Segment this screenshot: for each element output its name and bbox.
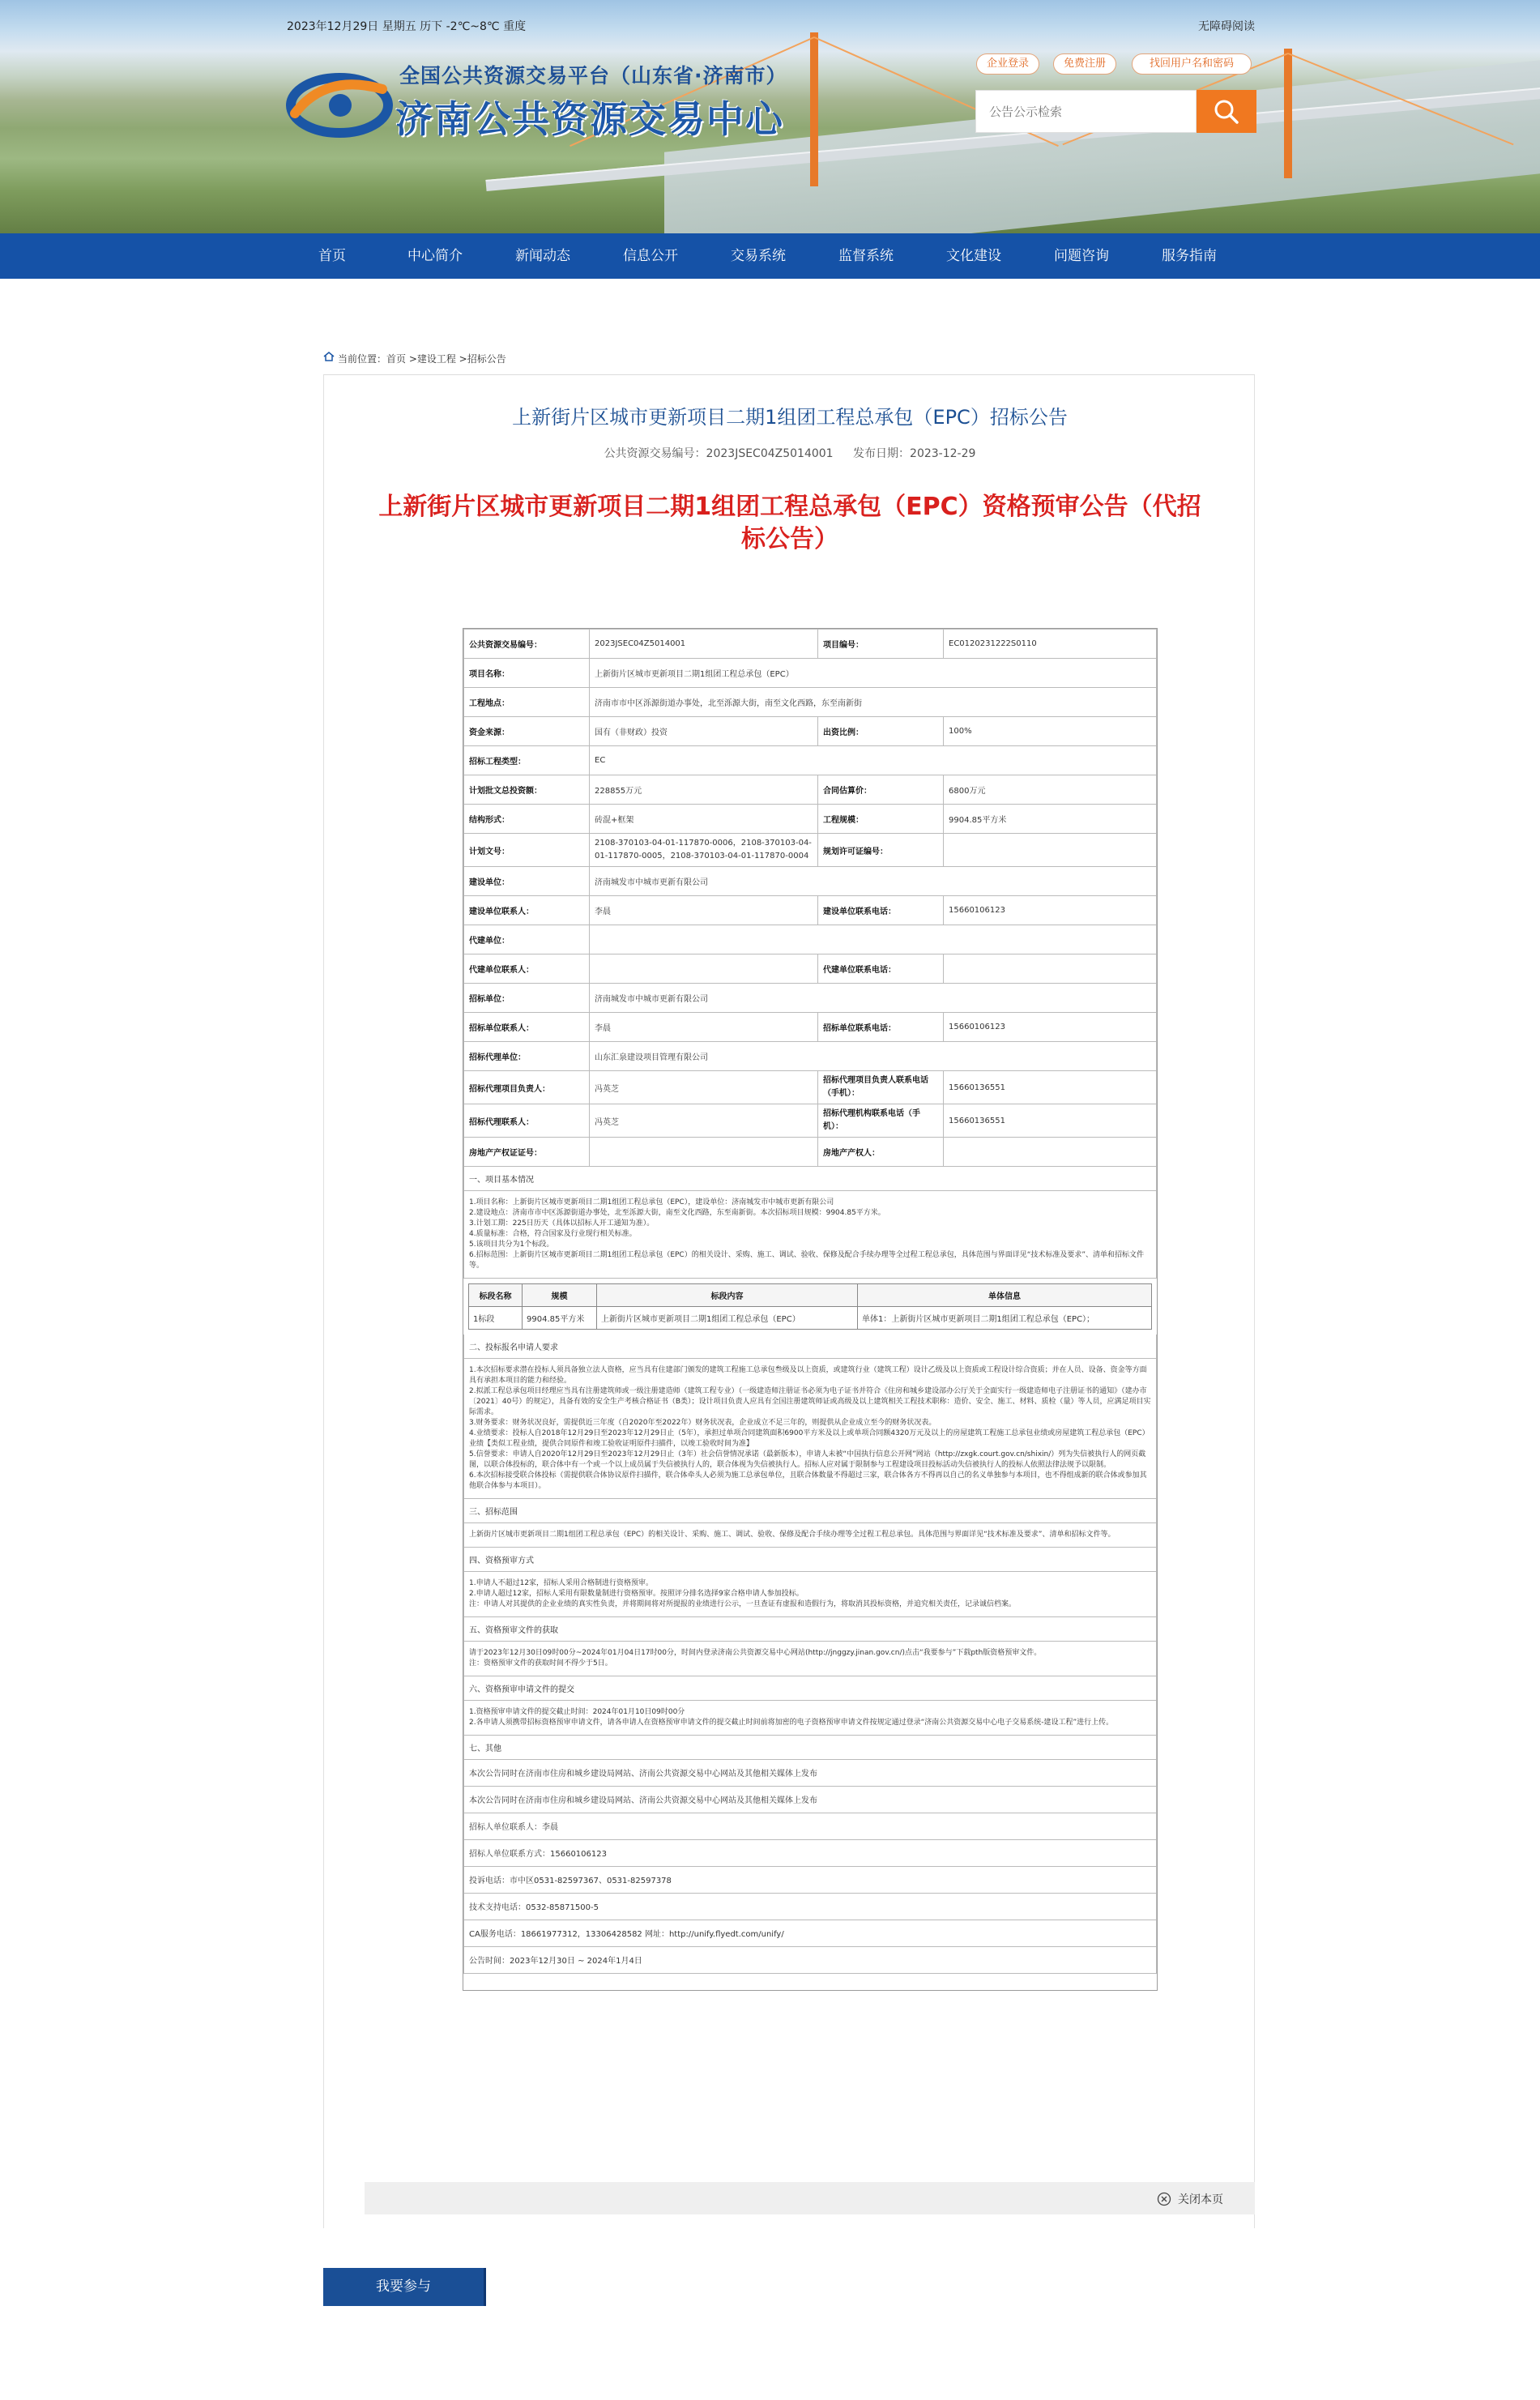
cell-label: 招标代理项目负责人： xyxy=(464,1071,590,1104)
cell-value: EC xyxy=(590,746,1157,775)
cell-label: 工程地点： xyxy=(464,688,590,717)
table-row xyxy=(464,1104,1157,1138)
cell-label: 房地产产权人： xyxy=(818,1138,944,1167)
close-page-button[interactable] xyxy=(1157,2191,1223,2207)
section-line: 公告时间：2023年12月30日 ~ 2024年1月4日 xyxy=(463,1947,1157,1974)
section-body xyxy=(463,1572,1157,1617)
section-line: 本次公告同时在济南市住房和城乡建设局网站、济南公共资源交易中心网站及其他相关媒体上发布 xyxy=(463,1787,1157,1813)
cell-value: 15660106123 xyxy=(944,1013,1157,1042)
top-info-bar xyxy=(0,0,1540,39)
nav-culture[interactable]: 文化建设 xyxy=(946,248,1001,264)
cell-label: 建设单位联系人： xyxy=(464,896,590,925)
cell-value: 2023JSEC04Z5014001 xyxy=(590,630,818,659)
cell-value: 6800万元 xyxy=(944,775,1157,805)
cell-label: 招标单位联系人： xyxy=(464,1013,590,1042)
table-row xyxy=(469,1284,1152,1307)
section-line: 3.计划工期：225日历天（具体以招标人开工通知为准）。 xyxy=(469,1219,655,1228)
cell-label: 计划文号： xyxy=(464,834,590,867)
table-row xyxy=(464,1042,1157,1071)
cell-value: EC0120231222S0110 xyxy=(944,630,1157,659)
section-line: 2.申请人超过12家，招标人采用有限数量制进行资格预审。按照评分排名选择9家合格申请人参加投标。 xyxy=(469,1590,804,1598)
table-row xyxy=(464,659,1157,688)
section-body xyxy=(463,1642,1157,1676)
cell-value: 山东汇泉建设项目管理有限公司 xyxy=(590,1042,1157,1071)
section-line: 5.信誉要求：申请人自2020年12月29日至2023年12月29日止（3年）社会信誉情况承诺（最新版本），申请人未被“中国执行信息公开网”网站（http://zxgk.court.gov.cn/shixin/）列为失信被执行人的网页截图，以联合体投标的，联合体中有一个或一个以上成员属于失信被执行人的，联合体视为失信被执行人。招标人应对属于限制参与工程建设项目投标活动失信被执行人的投标人依照法律法规予以限制。 xyxy=(469,1450,1146,1469)
free-register-button[interactable]: 免费注册 xyxy=(1053,53,1116,75)
cell-value xyxy=(590,954,818,984)
cell-value: 15660136551 xyxy=(944,1104,1157,1138)
site-logo-icon xyxy=(285,65,394,143)
notice-title: 上新街片区城市更新项目二期1组团工程总承包（EPC）招标公告 xyxy=(512,406,1068,429)
cell-value: 李晨 xyxy=(590,896,818,925)
section-line: 本次公告同时在济南市住房和城乡建设局网站、济南公共资源交易中心网站及其他相关媒体上发布 xyxy=(463,1760,1157,1787)
section-line: 6.招标范围：上新街片区城市更新项目二期1组团工程总承包（EPC）的相关设计、采购、施工、调试、验收、保修及配合手续办理等全过程工程总承包，具体范围与界面详见“技术标准及要求”、清单和招标文件等。 xyxy=(469,1251,1145,1270)
table-row xyxy=(464,717,1157,746)
cell-label: 招标代理单位： xyxy=(464,1042,590,1071)
search-icon xyxy=(1213,98,1240,126)
cell-label: 代建单位联系电话： xyxy=(818,954,944,984)
cell-label: 代建单位： xyxy=(464,925,590,954)
cell-label: 合同估算价： xyxy=(818,775,944,805)
section-line: 1.项目名称：上新街片区城市更新项目二期1组团工程总承包（EPC），建设单位：济南城发市中城市更新有限公司 xyxy=(469,1198,834,1206)
cell-value: 济南城发市中城市更新有限公司 xyxy=(590,984,1157,1013)
cell-label: 资金来源： xyxy=(464,717,590,746)
section-line: 技术支持电话：0532-85871500-5 xyxy=(463,1894,1157,1920)
column-header: 标段内容 xyxy=(597,1284,858,1307)
trade-number: 公共资源交易编号：2023JSEC04Z5014001 xyxy=(604,447,834,460)
table-row xyxy=(464,896,1157,925)
search-input[interactable] xyxy=(976,91,1196,132)
nav-guide[interactable]: 服务指南 xyxy=(1162,248,1217,264)
section-heading: 六、资格预审申请文件的提交 xyxy=(463,1676,1157,1701)
table-row xyxy=(469,1307,1152,1330)
nav-supervision[interactable]: 监督系统 xyxy=(838,248,894,264)
close-icon xyxy=(1157,2192,1171,2206)
section-line: CA服务电话：18661977312，13306428582 网址：http://unify.flyedt.com/unify/ xyxy=(463,1920,1157,1947)
cell-value xyxy=(944,954,1157,984)
section-line: 2.各申请人须携带招标资格预审申请文件，请各申请人在资格预审申请文件的提交截止时间前将加密的电子资格预审申请文件按规定通过登录“济南公共资源交易中心电子交易系统-建设工程”进行上传。 xyxy=(469,1719,1114,1727)
cell-value: 冯英芝 xyxy=(590,1071,818,1104)
project-info-table xyxy=(463,629,1157,1167)
table-row xyxy=(464,688,1157,717)
nav-consult[interactable]: 问题咨询 xyxy=(1054,248,1109,264)
section-line: 2.建设地点：济南市市中区泺源街道办事处，北至泺源大街，南至文化西路，东至南新街。本次招标项目规模：9904.85平方米。 xyxy=(469,1209,885,1217)
section-heading: 五、资格预审文件的获取 xyxy=(463,1617,1157,1642)
section-line: 4.质量标准：合格，符合国家及行业现行相关标准。 xyxy=(469,1230,637,1238)
cell-value xyxy=(590,1138,818,1167)
cell-value: 砖混+框架 xyxy=(590,805,818,834)
doc-bottom-spacer xyxy=(463,1974,1157,1990)
cell-value: 1标段 xyxy=(469,1307,523,1330)
home-icon xyxy=(323,351,335,362)
section-line: 1.资格预审申请文件的提交截止时间：2024年01月10日09时00分 xyxy=(469,1708,685,1716)
site-title: 济南公共资源交易中心 xyxy=(395,97,784,141)
cell-label: 建设单位联系电话： xyxy=(818,896,944,925)
section-line: 2.拟派工程总承包项目经理应当具有注册建筑师或一级注册建造师（建筑工程专业）（一级建造师注册证书必须为电子证书并符合《住房和城乡建设部办公厅关于全面实行一级建造师电子注册证书的通知》（建办市〔2021〕40号）的规定），具备有效的安全生产考核合格证书（B类）；设计项目负责人应具有全国注册建筑师证或高级及以上建筑相关工程技术职称：造价、安全、施工、材料、质检（量）等人员，应满足项目实际需求。 xyxy=(469,1387,1151,1416)
cell-value: 上新街片区城市更新项目二期1组团工程总承包（EPC） xyxy=(590,659,1157,688)
cell-label: 公共资源交易编号： xyxy=(464,630,590,659)
section-line: 1.申请人不超过12家，招标人采用合格制进行资格预审。 xyxy=(469,1579,654,1587)
cell-value: 9904.85平方米 xyxy=(944,805,1157,834)
publish-date: 发布日期：2023-12-29 xyxy=(853,447,976,460)
table-row xyxy=(464,805,1157,834)
table-row xyxy=(464,984,1157,1013)
table-row xyxy=(464,775,1157,805)
table-row xyxy=(464,630,1157,659)
recover-account-button[interactable]: 找回用户名和密码 xyxy=(1132,53,1252,75)
section-line: 上新街片区城市更新项目二期1组团工程总承包（EPC）的相关设计、采购、施工、调试、验收、保修及配合手续办理等全过程工程总承包。具体范围与界面详见“技术标准及要求”、清单和招标文件等。 xyxy=(469,1531,1116,1539)
column-header: 单体信息 xyxy=(858,1284,1152,1307)
cell-value: 单体1：上新街片区城市更新项目二期1组团工程总承包（EPC）； xyxy=(858,1307,1152,1330)
section-line: 3.财务要求：财务状况良好，需提供近三年度（自2020年至2022年）财务状况表，企业成立不足三年的，则提供从企业成立至今的财务状况表。 xyxy=(469,1419,936,1427)
nav-about[interactable]: 中心简介 xyxy=(407,248,463,264)
cell-value xyxy=(944,834,1157,867)
cell-value: 国有（非财政）投资 xyxy=(590,717,818,746)
cell-value: 济南城发市中城市更新有限公司 xyxy=(590,867,1157,896)
section-heading: 二、投标报名申请人要求 xyxy=(463,1335,1157,1359)
table-row xyxy=(464,834,1157,867)
header-banner xyxy=(0,0,1540,233)
date-weather: 2023年12月29日 星期五 历下 -2℃~8℃ 重度 xyxy=(287,20,527,33)
section-line: 招标人单位联系方式：15660106123 xyxy=(463,1840,1157,1867)
notice-document xyxy=(463,628,1158,1991)
cell-label: 结构形式： xyxy=(464,805,590,834)
section-heading: 四、资格预审方式 xyxy=(463,1548,1157,1572)
section-body xyxy=(463,1191,1157,1279)
column-header: 规模 xyxy=(523,1284,597,1307)
cell-label: 项目名称： xyxy=(464,659,590,688)
cell-label: 项目编号： xyxy=(818,630,944,659)
cell-value: 15660106123 xyxy=(944,896,1157,925)
section-heading: 七、其他 xyxy=(463,1736,1157,1760)
table-row xyxy=(464,1071,1157,1104)
section-body xyxy=(463,1701,1157,1736)
banner-river xyxy=(664,58,1540,233)
cell-label: 招标单位联系电话： xyxy=(818,1013,944,1042)
section-line: 注：资格预审文件的获取时间不得少于5日。 xyxy=(469,1659,612,1668)
nav-disclosure[interactable]: 信息公开 xyxy=(623,248,678,264)
cell-label: 出资比例： xyxy=(818,717,944,746)
close-bar xyxy=(365,2182,1255,2214)
cell-label: 规划许可证编号： xyxy=(818,834,944,867)
cell-value: 2108-370103-04-01-117870-0006，2108-370103-04-01-117870-0005，2108-370103-04-01-117870-0004 xyxy=(590,834,818,867)
cell-label: 招标代理项目负责人联系电话（手机）： xyxy=(818,1071,944,1104)
table-row xyxy=(464,1138,1157,1167)
cell-value: 冯英芝 xyxy=(590,1104,818,1138)
cell-value: 228855万元 xyxy=(590,775,818,805)
cell-value: 李晨 xyxy=(590,1013,818,1042)
section-heading: 三、招标范围 xyxy=(463,1499,1157,1523)
section-line: 6.本次招标接受联合体投标（需提供联合体协议原件扫描件，联合体牵头人必须为施工总承包单位，且联合体数量不得超过三家，联合体各方不得再以自己的名义单独参与本项目，也不得组成新的联合体或参加其他联合体参与本项目）。 xyxy=(469,1471,1147,1490)
cell-label: 工程规模： xyxy=(818,805,944,834)
main-nav xyxy=(0,233,1540,279)
notice-meta xyxy=(324,445,1256,461)
cell-value: 济南市市中区泺源街道办事处，北至泺源大街，南至文化西路，东至南新街 xyxy=(590,688,1157,717)
cell-label: 建设单位： xyxy=(464,867,590,896)
section-body xyxy=(463,1523,1157,1548)
cell-value: 15660136551 xyxy=(944,1071,1157,1104)
cell-label: 招标工程类型： xyxy=(464,746,590,775)
section-line: 招标人单位联系人：李晨 xyxy=(463,1813,1157,1840)
section-heading: 一、项目基本情况 xyxy=(463,1167,1157,1191)
search-box xyxy=(975,90,1197,133)
column-header: 标段名称 xyxy=(469,1284,523,1307)
section-line: 投诉电话：市中区0531-82597367、0531-82597378 xyxy=(463,1867,1157,1894)
bridge-tower xyxy=(810,32,818,186)
cell-label: 招标单位： xyxy=(464,984,590,1013)
cell-label: 房地产产权证证号： xyxy=(464,1138,590,1167)
nav-trading[interactable]: 交易系统 xyxy=(731,248,786,264)
table-row xyxy=(464,1013,1157,1042)
nav-home[interactable]: 首页 xyxy=(318,248,346,264)
section-line: 1.本次招标要求潜在投标人须具备独立法人资格，应当具有住建部门颁发的建筑工程施工总承包叁级及以上资质，或建筑行业（建筑工程）设计乙级及以上资质或工程设计综合资质；并在人员、设备、资金等方面具有承担本项目的能力和经验。 xyxy=(469,1366,1147,1385)
bid-section-table xyxy=(468,1283,1152,1330)
table-row xyxy=(464,746,1157,775)
cell-value xyxy=(944,1138,1157,1167)
breadcrumb xyxy=(323,351,1255,375)
accessibility-link[interactable]: 无障碍阅读 xyxy=(1198,20,1255,33)
section-line: 请于2023年12月30日09时00分~2024年01月04日17时00分，时间内登录济南公共资源交易中心网站(http://jnggzy.jinan.gov.cn/)点击“我要参与”下载pth版资格预审文件。 xyxy=(469,1649,1042,1657)
cell-label: 招标代理机构联系电话（手机）： xyxy=(818,1104,944,1138)
join-button[interactable]: 我要参与 xyxy=(323,2268,486,2306)
table-row xyxy=(464,954,1157,984)
close-page-label: 关闭本页 xyxy=(1178,2193,1223,2206)
section-line: 4.业绩要求：投标人自2018年12月29日至2023年12月29日止（5年），承担过单项合同建筑面积6900平方米及以上或单项合同额4320万元及以上的房屋建筑工程施工总承包业绩或房屋建筑工程总承包（EPC）业绩【类似工程业绩，提供合同原件和竣工验收证明原件扫描件，以竣工验收时间为准】 xyxy=(469,1429,1150,1448)
cell-label: 计划批文总投资额： xyxy=(464,775,590,805)
section-body xyxy=(463,1359,1157,1499)
cell-label: 代建单位联系人： xyxy=(464,954,590,984)
table-row xyxy=(464,925,1157,954)
section-line: 注：申请人对其提供的企业业绩的真实性负责，并将期间将对所提报的业绩进行公示，一旦查证有虚报和造假行为，将取消其投标资格，并追究相关责任，记录诚信档案。 xyxy=(469,1600,1017,1608)
breadcrumb-text[interactable]: 当前位置：首页 >建设工程 >招标公告 xyxy=(338,353,506,365)
prequal-title: 上新街片区城市更新项目二期1组团工程总承包（EPC）资格预审公告（代招标公告） xyxy=(378,493,1201,553)
table-row xyxy=(464,867,1157,896)
cell-value: 9904.85平方米 xyxy=(523,1307,597,1330)
cell-value: 上新街片区城市更新项目二期1组团工程总承包（EPC） xyxy=(597,1307,858,1330)
bridge-tower xyxy=(1284,49,1292,178)
cell-value: 100% xyxy=(944,717,1157,746)
enterprise-login-button[interactable]: 企业登录 xyxy=(976,53,1039,75)
platform-title: 全国公共资源交易平台（山东省·济南市） xyxy=(399,64,787,88)
cell-value xyxy=(590,925,1157,954)
cell-label: 招标代理联系人： xyxy=(464,1104,590,1138)
section-line: 5.该项目共分为1个标段。 xyxy=(469,1241,554,1249)
search-button[interactable] xyxy=(1197,90,1256,133)
nav-news[interactable]: 新闻动态 xyxy=(515,248,570,264)
